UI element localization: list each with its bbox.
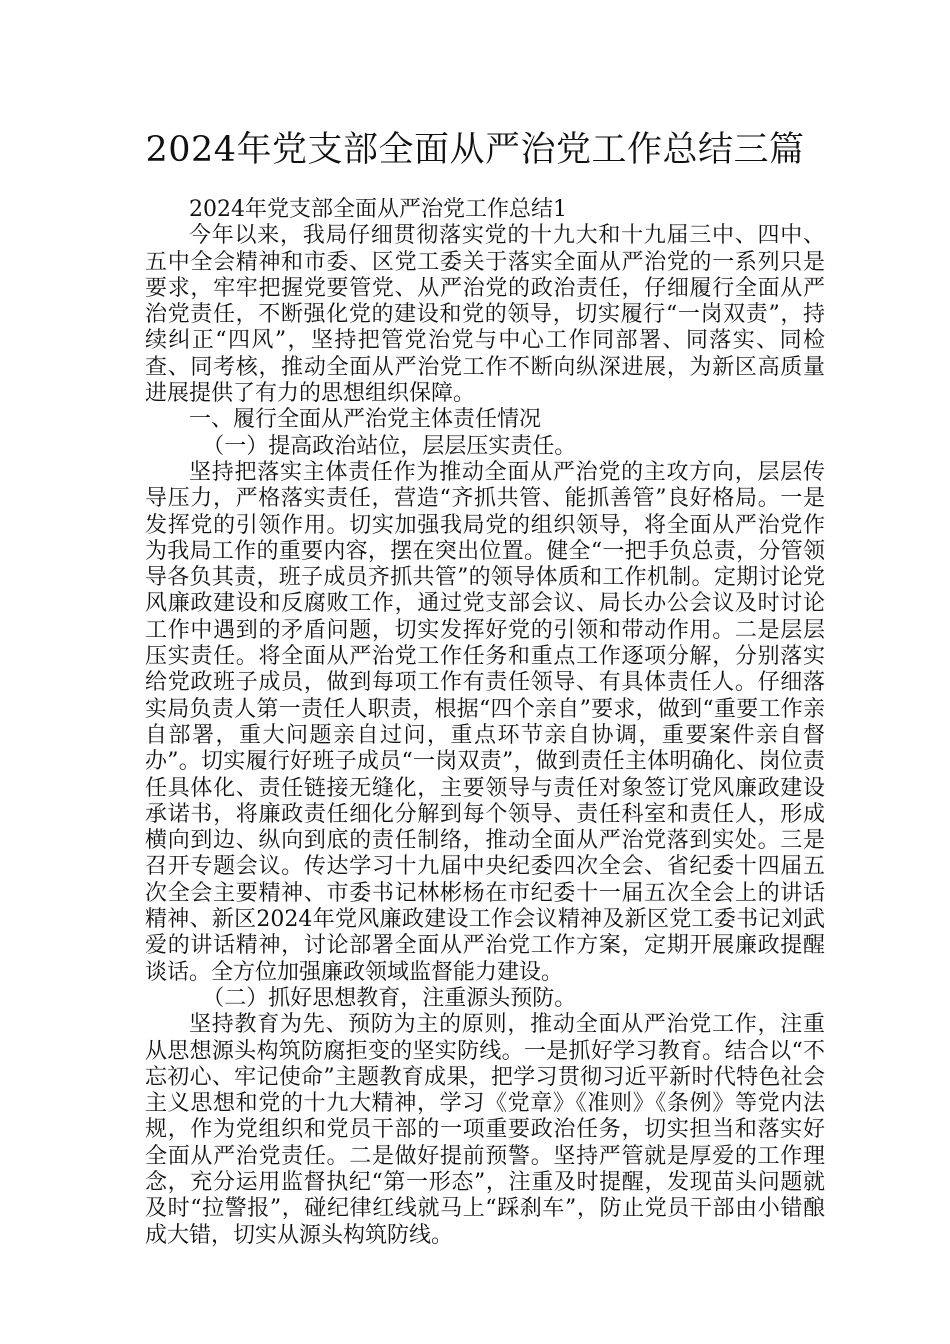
section-heading: 一、履行全面从严治党主体责任情况 [189, 407, 542, 433]
document-title: 2024年党支部全面从严治党工作总结三篇 [145, 130, 805, 170]
subsection-heading-2: （二）抓好思想教育，注重源头预防。 [202, 985, 577, 1011]
body-paragraph-2: 坚持教育为先、预防为主的原则，推动全面从严治党工作，注重从思想源头构筑防腐拒变的坚实防线。一是抓好学习教育。结合以“不忘初心、牢记使命”主题教育成果，把学习贯彻习近平新时代特色社会主义思想和党的十九大精神，学习《党章》《准则》《条例》等党内法规，作为党组织和党员干部的一项重要政治任务，切实担当和落实好全面从严治党责任。二是做好提前预警。坚持严管就是厚爱的工作理念，充分运用监督执纪“第一形态”，注重及时提醒，发现苗头问题就及时“拉警报”，碰纪律红线就马上“踩刹车”，防止党员干部由小错酿成大错，切实从源头构筑防线。 [145, 1012, 825, 1248]
document-body [145, 197, 825, 1249]
body-paragraph-1: 坚持把落实主体责任作为推动全面从严治党的主攻方向，层层传导压力，严格落实责任，营造“齐抓共管、能抓善管”良好格局。一是发挥党的引领作用。切实加强我局党的组织领导，将全面从严治党作为我局工作的重要内容，摆在突出位置。健全“一把手负总责，分管领导各负其责，班子成员齐抓共管”的领导体质和工作机制。定期讨论党风廉政建设和反腐败工作，通过党支部会议、局长办公会议及时讨论工作中遇到的矛盾问题，切实发挥好党的引领和带动作用。二是层层压实责任。将全面从严治党工作任务和重点工作逐项分解，分别落实给党政班子成员，做到每项工作有责任领导、有具体责任人。仔细落实局负责人第一责任人职责，根据“四个亲自”要求，做到“重要工作亲自部署，重大问题亲自过问，重点环节亲自协调，重要案件亲自督办”。切实履行好班子成员“一岗双责”，做到责任主体明确化、岗位责任具体化、责任链接无缝化，主要领导与责任对象签订党风廉政建设承诺书，将廉政责任细化分解到每个领导、责任科室和责任人，形成横向到边、纵向到底的责任制络，推动全面从严治党落到实处。三是召开专题会议。传达学习十九届中央纪委四次全会、省纪委十四届五次全会主要精神、市委书记林彬杨在市纪委十一届五次全会上的讲话精神、新区2024年党风廉政建设工作会议精神及新区党工委书记刘武爱的讲话精神，讨论部署全面从严治党工作方案，定期开展廉政提醒谈话。全方位加强廉政领域监督能力建设。 [145, 459, 825, 985]
intro-paragraph: 今年以来，我局仔细贯彻落实党的十九大和十九届三中、四中、五中全会精神和市委、区党工委关于落实全面从严治党的一系列只是要求，牢牢把握党要管党、从严治党的政治责任，仔细履行全面从严治党责任，不断强化党的建设和党的领导，切实履行“一岗双责”，持续纠正“四风”，坚持把管党治党与中心工作同部署、同落实、同检查、同考核，推动全面从严治党工作不断向纵深进展，为新区高质量进展提供了有力的思想组织保障。 [145, 223, 825, 407]
section-title: 2024年党支部全面从严治党工作总结1 [189, 197, 567, 222]
subsection-heading-1: （一）提高政治站位，层层压实责任。 [202, 433, 577, 459]
